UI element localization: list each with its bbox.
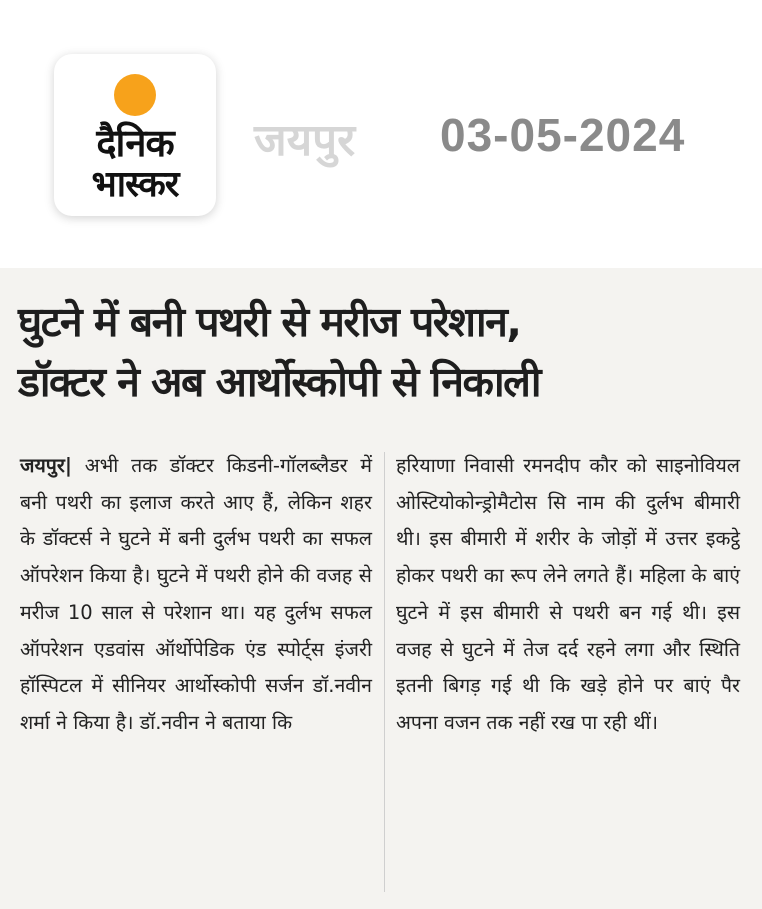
article-column-right — [396, 448, 740, 742]
sun-icon — [114, 74, 156, 116]
article-body-right: हरियाणा निवासी रमनदीप कौर को साइनोवियल ओस्टियोकोन्ड्रोमैटोस सि नाम की दुर्लभ बीमारी थी। इस बीमारी में शरीर के जोड़ों में उत्तर इकट्ठे होकर पथरी का रूप लेने लगते हैं। महिला के बाएं घुटने में इस बीमारी से पथरी बन गई थी। इस वजह से घुटने में तेज दर्द रहने लगा और स्थिति इतनी बिगड़ गई थी कि खड़े होने पर बाएं पैर अपना वजन तक नहीं रख पा रही थीं। — [396, 454, 740, 734]
headline-line-2: डॉक्टर ने अब आर्थोस्कोपी से निकाली — [18, 358, 540, 406]
column-divider — [384, 452, 385, 892]
dainik-bhaskar-logo — [54, 54, 216, 216]
edition-city: जयपुर — [254, 115, 356, 166]
article-headline — [18, 292, 748, 412]
headline-line-1: घुटने में बनी पथरी से मरीज परेशान, — [18, 298, 521, 346]
article-dateline: जयपुर| — [20, 454, 72, 477]
publication-header — [0, 0, 762, 250]
logo-text-line1: दैनिक — [96, 121, 174, 165]
article-body-left: अभी तक डॉक्टर किडनी-गॉलब्लैडर में बनी पथरी का इलाज करते आए हैं, लेकिन शहर के डॉक्टर्स ने घुटने में बनी दुर्लभ पथरी का सफल ऑपरेशन किया है। घुटने में पथरी होने की वजह से मरीज 10 साल से परेशान था। यह दुर्लभ सफल ऑपरेशन एडवांस ऑर्थोपेडिक एंड स्पोर्ट्स इंजरी हॉस्पिटल में सीनियर आर्थोस्कोपी सर्जन डॉ.नवीन शर्मा ने किया है। डॉ.नवीन ने बताया कि — [20, 454, 372, 734]
edition-date: 03-05-2024 — [440, 109, 686, 161]
article-column-left — [20, 448, 372, 742]
logo-text-line2: भास्कर — [91, 164, 179, 205]
